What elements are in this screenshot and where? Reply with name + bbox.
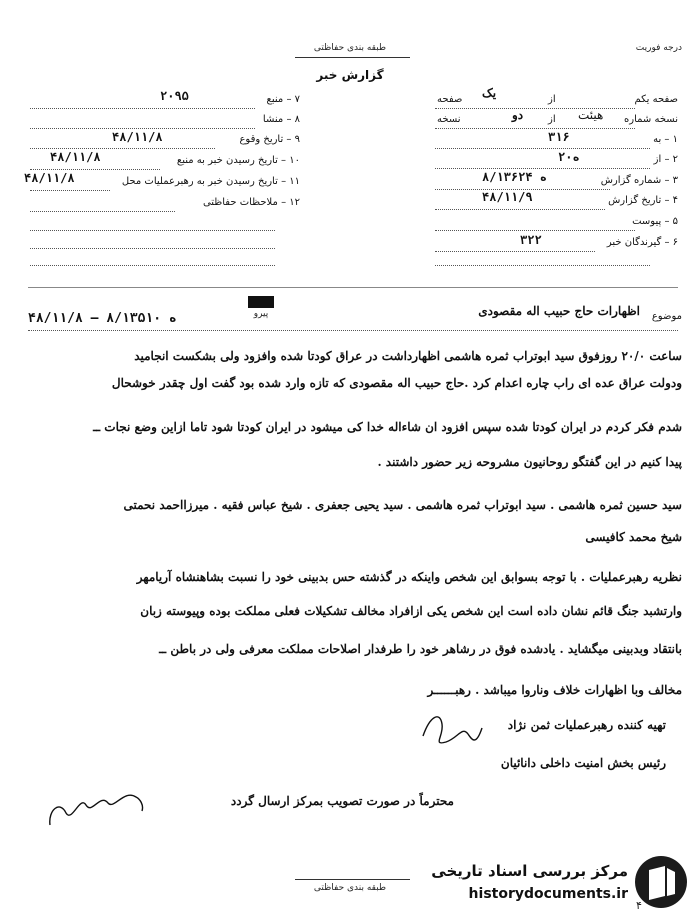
field-1-value: ۳۱۶ [548,130,570,144]
chief-signature-line: رئیس بخش امنیت داخلی دانائیان [500,756,666,770]
field-7-label: ۷ – منبع [266,94,300,105]
subject-text: اظهارات حاج حبیب اله مقصودی [478,304,640,318]
watermark-title: مرکز بررسی اسناد تاریخی [431,862,628,880]
page-number: ۴ [636,899,642,912]
classification-top: طبقه بندی حفاظتی [313,43,387,53]
body-line-10: مخالف وبا اظهارات خلاف وناروا میباشد . رهبــــــر [427,683,682,697]
field-11-value: ۴۸/۱۱/۸ [24,171,75,185]
archive-logo-icon [635,856,687,908]
body-line-6: شیخ محمد کافیسی [585,530,682,544]
priority-label: درجه فوریت [635,43,682,53]
field-5-label: ۵ – پیوست [632,216,678,227]
page-title: گزارش خبر [316,68,384,82]
copy-value: دو [512,108,524,122]
field-10-value: ۴۸/۱۱/۸ [50,150,101,164]
body-line-1: ساعت ۲۰/۰ روزفوق سید ابوتراب ثمره هاشمی اظهارداشت در عراق کودتا شده وافزود ولی بشکست انجامید [134,349,682,363]
subject-top-rule [28,287,678,288]
body-line-2: ودولت عراق عده ای راب چاره اعدام کرد .حاج حبیب اله مقصودی که تازه وارد شده بود گفت اول چقدر خوشحال [111,376,682,390]
approver-signature-scribble [40,775,150,835]
preparer-signature-scribble [418,706,488,756]
body-line-9: بانتقاد وبدبینی میگشاید . یادشده فوق در رشاهر خود را طرفدار اصلاحات مملکت معرفی ولی در باطن ــ [159,642,682,656]
subject-ref-number: ۴۸/۱۱/۸ – ۸/۱۳۵۱۰ ه [28,311,177,326]
field-7-value: ۲۰۹۵ [160,89,189,103]
page-value: یک [482,86,497,100]
field-3-value: ۸/۱۳۶۲۴ ه [482,170,548,184]
field-6-value: ۳۲۲ [520,233,542,247]
field-2-label: ۲ – از [653,154,678,165]
field-11-label: ۱۱ – تاریخ رسیدن خبر به رهبرعملیات محل [121,176,300,187]
body-line-5: سید حسین ثمره هاشمی . سید ابوتراب ثمره هاشمی . سید یحیی جعفری . شیخ عباس فقیه . میرزااحمد نحمتی [123,498,682,512]
body-line-4: پیدا کنیم در این گفتگو روحانیون مشروحه زیر حضور داشتند . [377,455,682,469]
copy-label: نسخه شماره [624,114,678,125]
field-1-label: ۱ – به [653,134,678,145]
respect-line: محترماً در صورت تصویب بمرکز ارسال گردد [230,794,454,808]
field-8-label: ۸ – منشا [262,114,300,125]
field-4-value: ۴۸/۱۱/۹ [482,190,533,204]
field-9-value: ۴۸/۱۱/۸ [112,130,163,144]
page-from: از [548,94,556,105]
page-label: صفحه یکم [634,94,678,105]
copy-from: از [548,114,556,125]
page-word: صفحه [437,94,463,105]
classification-top-line [295,57,410,58]
copy-hand: هیئت [578,108,604,122]
subject-label: موضوع [651,311,682,322]
field-4-label: ۴ – تاریخ گزارش [608,195,678,206]
body-line-7: نظریه رهبرعملیات . با توجه بسوابق این شخص واینکه در گذشته حس بدبینی خود را نسبت بشاهنشاه آریامهر [136,570,682,584]
field-3-label: ۳ – شماره گزارش [600,175,678,186]
watermark-site: historydocuments.ir [468,886,628,902]
field-9-label: ۹ – تاریخ وقوع [239,134,300,145]
field-12-label: ۱۲ – ملاحظات حفاظتی [202,197,300,208]
subject-stamp-word: پیرو [253,309,269,319]
body-line-8: وارتشبد جنگ قائم نشان داده است این شخص یکی ازافراد مخالف تشکیلات فعلی مملکت بوده وپیوسته زبان [140,604,682,618]
classification-bottom: طبقه بندی حفاظتی [313,883,387,893]
field-2-value: ۲۰ه [558,150,580,164]
subject-stamp [244,296,278,319]
field-6-label: ۶ – گیرندگان خبر [606,237,678,248]
field-10-label: ۱۰ – تاریخ رسیدن خبر به منبع [176,155,300,166]
preparer-signature-line: تهیه کننده رهبرعملیات ثمن نژاد [507,718,666,732]
copy-word: نسخه [437,114,461,125]
body-line-3: شدم فکر کردم در ایران کودتا شده سپس افزود ان شاءاله خدا کی میشود در ایران کودتا شود تاما ازاین وضع نجات ــ [93,420,682,434]
classification-bottom-line [295,879,410,880]
